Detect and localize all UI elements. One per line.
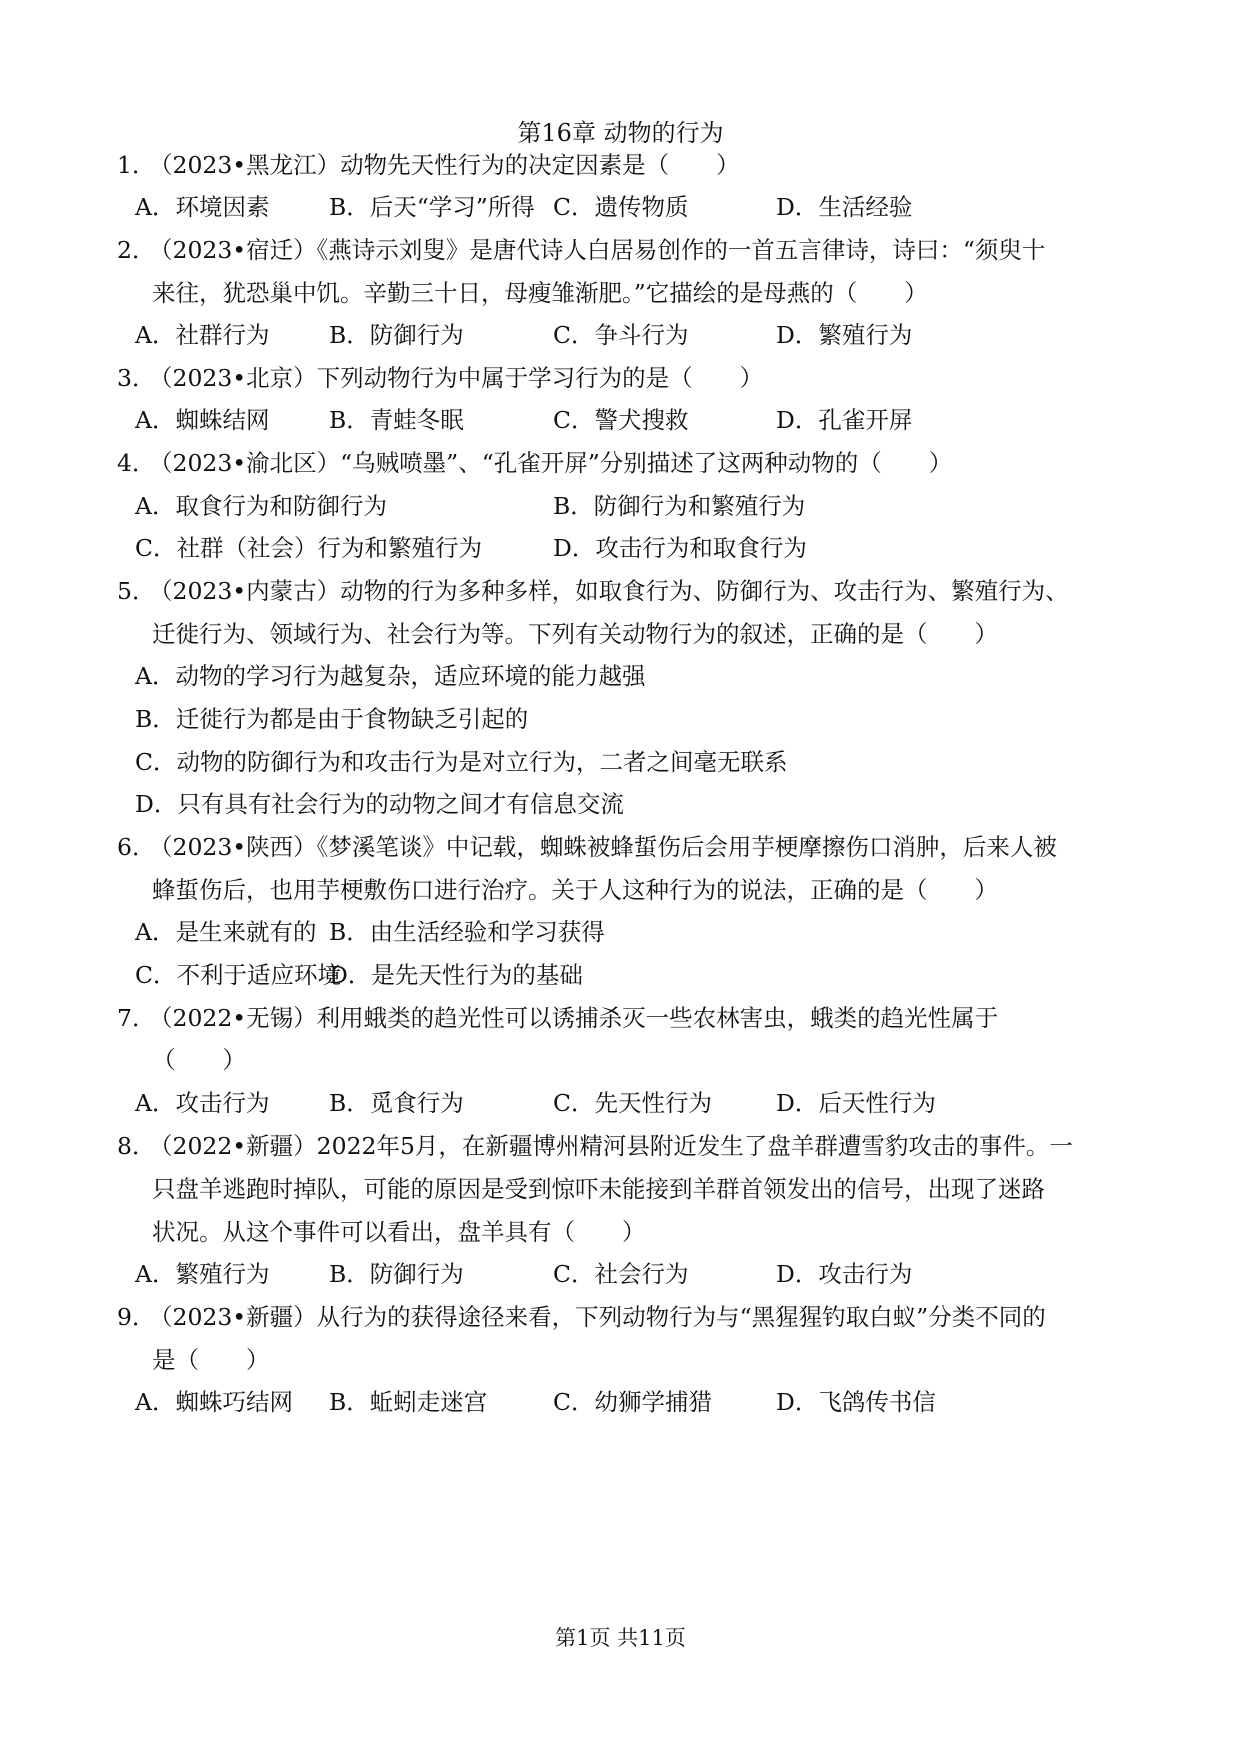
- document-title: 第16章 动物的行为: [517, 119, 724, 147]
- question-text-continued: （ ）: [152, 1046, 246, 1074]
- question-number: 2．: [117, 236, 156, 264]
- option-d: D．飞鸽传书信: [776, 1388, 936, 1416]
- question-text-continued: 来往，犹恐巢中饥。辛勤三十日，母瘦雏渐肥。”它描绘的是母燕的（ ）: [152, 279, 928, 307]
- question-text: （2022•新疆）2022年5月，在新疆博州精河县附近发生了盘羊群遭雪豹攻击的事件。一: [149, 1132, 1073, 1160]
- option-c: C．社会行为: [553, 1260, 689, 1288]
- question-text: （2022•无锡）利用蛾类的趋光性可以诱捕杀灭一些农林害虫，蛾类的趋光性属于: [149, 1004, 999, 1032]
- option-c: C．不利于适应环境: [135, 961, 341, 989]
- question-number: 4．: [117, 449, 156, 477]
- option-a: A．环境因素: [135, 193, 270, 221]
- option-c: C．先天性行为: [553, 1089, 712, 1117]
- question-text: （2023•新疆）从行为的获得途径来看，下列动物行为与“黑猩猩钓取白蚁”分类不同的: [149, 1303, 1046, 1331]
- option-a: A．繁殖行为: [135, 1260, 270, 1288]
- option-b: B．觅食行为: [329, 1089, 464, 1117]
- option-d: D．只有具有社会行为的动物之间才有信息交流: [135, 790, 624, 818]
- question-3: [117, 361, 1127, 395]
- question-8: [117, 1129, 1127, 1163]
- option-a: A．蜘蛛巧结网: [135, 1388, 293, 1416]
- option-b: B．蚯蚓走迷宫: [329, 1388, 488, 1416]
- option-d: D．生活经验: [776, 193, 913, 221]
- question-text: （2023•黑龙江）动物先天性行为的决定因素是（ ）: [149, 151, 740, 179]
- question-number: 6．: [117, 833, 156, 861]
- question-9: [117, 1300, 1127, 1334]
- option-b: B．防御行为和繁殖行为: [553, 492, 806, 520]
- question-1: [117, 148, 1127, 182]
- option-b: B．由生活经验和学习获得: [329, 918, 605, 946]
- option-b: B．青蛙冬眠: [329, 406, 464, 434]
- question-text: （2023•宿迁）《燕诗示刘叟》是唐代诗人白居易创作的一首五言律诗，诗曰：“须臾十: [149, 236, 1046, 264]
- question-6: [117, 830, 1127, 864]
- question-number: 9．: [117, 1303, 156, 1331]
- option-c: C．幼狮学捕猎: [553, 1388, 712, 1416]
- question-text-continued: 迁徙行为、领域行为、社会行为等。下列有关动物行为的叙述，正确的是（ ）: [152, 620, 998, 648]
- question-number: 8．: [117, 1132, 156, 1160]
- question-number: 7．: [117, 1004, 156, 1032]
- question-5: [117, 574, 1127, 608]
- option-a: A．攻击行为: [135, 1089, 270, 1117]
- option-a: A．取食行为和防御行为: [135, 492, 387, 520]
- option-c: C．争斗行为: [553, 321, 689, 349]
- option-b: B．后天“学习”所得: [329, 193, 535, 221]
- option-d: D．是先天性行为的基础: [329, 961, 583, 989]
- option-b: B．防御行为: [329, 1260, 464, 1288]
- question-text-continued: 是（ ）: [152, 1346, 270, 1374]
- option-c: C．动物的防御行为和攻击行为是对立行为，二者之间毫无联系: [135, 748, 788, 776]
- question-text: （2023•内蒙古）动物的行为多种多样，如取食行为、防御行为、攻击行为、繁殖行为、: [149, 577, 1069, 605]
- option-c: C．遗传物质: [553, 193, 689, 221]
- question-text-continued: 状况。从这个事件可以看出，盘羊具有（ ）: [152, 1218, 646, 1246]
- option-c: C．社群（社会）行为和繁殖行为: [135, 534, 482, 562]
- option-d: D．攻击行为: [776, 1260, 913, 1288]
- page-footer: 第1页 共11页: [555, 1626, 686, 1650]
- question-7: [117, 1001, 1127, 1035]
- question-2: [117, 233, 1127, 267]
- question-text-continued: 蜂蜇伤后，也用芋梗敷伤口进行治疗。关于人这种行为的说法，正确的是（ ）: [152, 876, 998, 904]
- option-c: C．警犬搜救: [553, 406, 689, 434]
- question-text: （2023•北京）下列动物行为中属于学习行为的是（ ）: [149, 364, 764, 392]
- option-a: A．社群行为: [135, 321, 270, 349]
- option-a: A．蜘蛛结网: [135, 406, 270, 434]
- question-number: 3．: [117, 364, 156, 392]
- question-text-continued: 只盘羊逃跑时掉队，可能的原因是受到惊吓未能接到羊群首领发出的信号，出现了迷路: [152, 1175, 1045, 1203]
- question-number: 5．: [117, 577, 156, 605]
- question-number: 1．: [117, 151, 156, 179]
- option-b: B．防御行为: [329, 321, 464, 349]
- option-d: D．孔雀开屏: [776, 406, 913, 434]
- option-a: A．是生来就有的: [135, 918, 317, 946]
- option-d: D．繁殖行为: [776, 321, 913, 349]
- question-text: （2023•渝北区）“乌贼喷墨”、“孔雀开屏”分别描述了这两种动物的（ ）: [149, 449, 953, 477]
- option-d: D．后天性行为: [776, 1089, 936, 1117]
- question-text: （2023•陕西）《梦溪笔谈》中记载，蜘蛛被蜂蜇伤后会用芋梗摩擦伤口消肿，后来人被: [149, 833, 1057, 861]
- option-d: D．攻击行为和取食行为: [553, 534, 807, 562]
- question-4: [117, 446, 1127, 480]
- option-a: A．动物的学习行为越复杂，适应环境的能力越强: [135, 662, 646, 690]
- option-b: B．迁徙行为都是由于食物缺乏引起的: [135, 705, 529, 733]
